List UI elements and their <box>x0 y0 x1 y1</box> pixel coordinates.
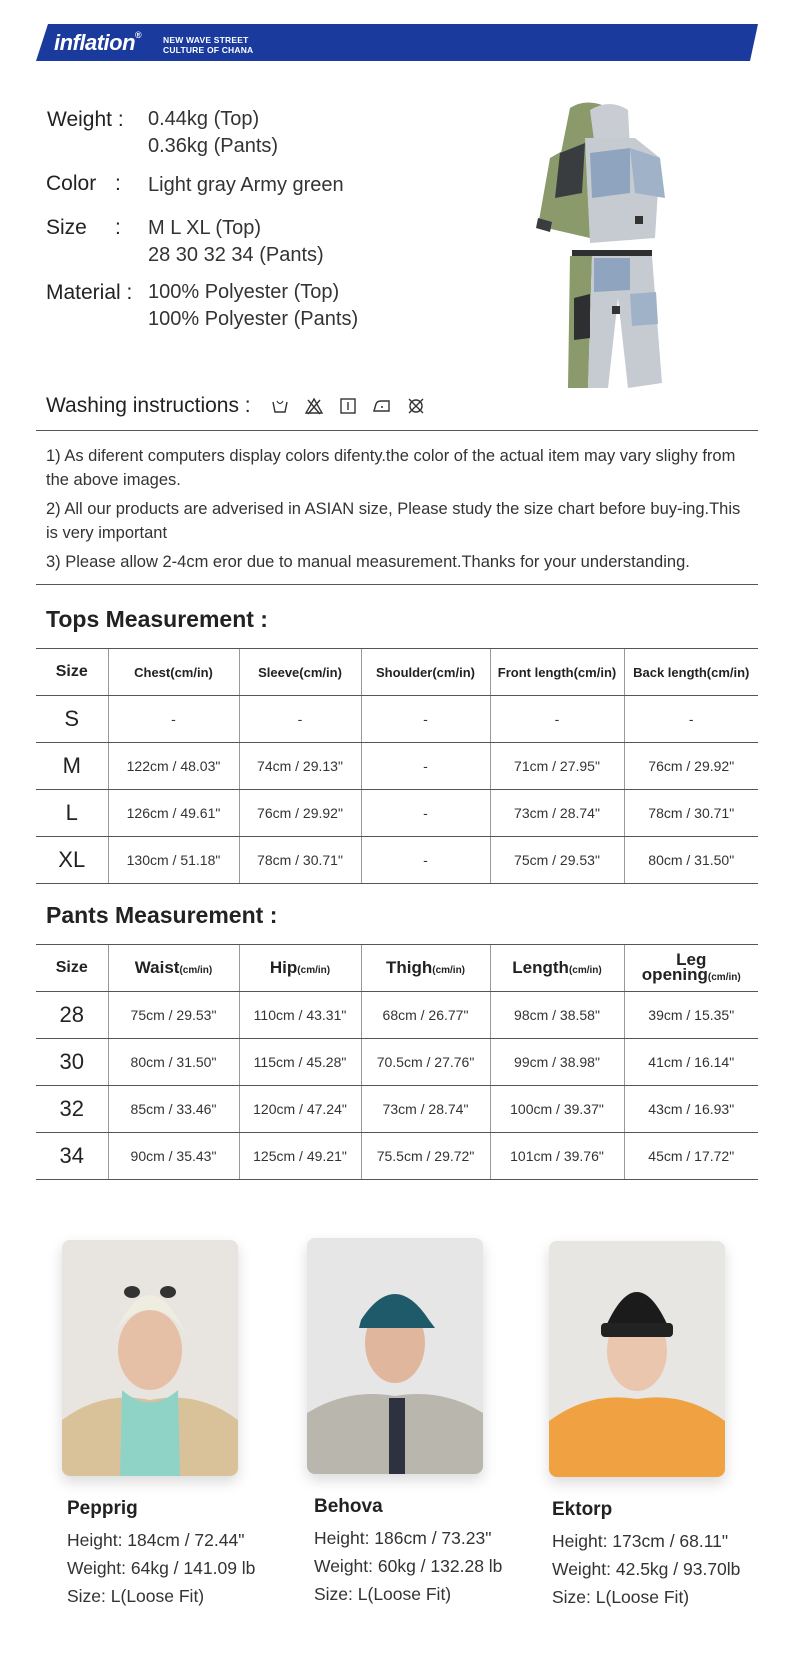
model-height: Height: 184cm / 72.44" <box>67 1530 245 1550</box>
model-name: Pepprig <box>67 1498 138 1519</box>
pants-table <box>36 944 758 1180</box>
col-header: Length(cm/in) <box>490 945 624 992</box>
note-1: 1) As diferent computers display colors difenty.the color of the actual item may vary slighy from the above images. <box>46 447 736 489</box>
color-value: Light gray Army green <box>148 174 344 196</box>
size-cell: 34 <box>36 1133 108 1180</box>
table-cell: 45cm / 17.72" <box>624 1133 758 1180</box>
model-photo-pepprig <box>62 1240 238 1476</box>
table-header-row <box>36 945 758 992</box>
weight-value: 0.44kg (Top) 0.36kg (Pants) <box>148 108 279 157</box>
table-cell: 110cm / 43.31" <box>239 992 361 1039</box>
col-header: Waist(cm/in) <box>108 945 239 992</box>
table-cell: - <box>239 696 361 743</box>
divider-bottom <box>36 584 758 585</box>
brand-logo: inflation® <box>54 30 142 55</box>
table-cell: 39cm / 15.35" <box>624 992 758 1039</box>
do-not-dry-clean-icon <box>406 396 426 416</box>
pants-title: Pants Measurement : <box>46 902 278 928</box>
model-name: Behova <box>314 1496 383 1517</box>
table-cell: 80cm / 31.50" <box>108 1039 239 1086</box>
model-weight: Weight: 60kg / 132.28 lb <box>314 1556 503 1576</box>
col-header: Back length(cm/in) <box>624 649 758 696</box>
table-cell: 73cm / 28.74" <box>361 1086 490 1133</box>
tops-table <box>36 648 758 884</box>
note-2: 2) All our products are adverised in ASIAN size, Please study the size chart before buy-ing.This is very important <box>46 500 741 542</box>
size-cell: 30 <box>36 1039 108 1086</box>
color-label: Color <box>46 172 97 195</box>
table-cell: 71cm / 27.95" <box>490 743 624 790</box>
table-cell: 76cm / 29.92" <box>239 790 361 837</box>
size-cell: M <box>36 743 108 790</box>
table-cell: 90cm / 35.43" <box>108 1133 239 1180</box>
col-header: Front length(cm/in) <box>490 649 624 696</box>
table-cell: 74cm / 29.13" <box>239 743 361 790</box>
model-weight: Weight: 42.5kg / 93.70lb <box>552 1559 741 1579</box>
table-cell: 76cm / 29.92" <box>624 743 758 790</box>
col-header: Shoulder(cm/in) <box>361 649 490 696</box>
hand-wash-icon <box>270 396 290 416</box>
table-cell: 75.5cm / 29.72" <box>361 1133 490 1180</box>
table-cell: 122cm / 48.03" <box>108 743 239 790</box>
tumble-dry-icon <box>338 396 358 416</box>
model-weight: Weight: 64kg / 141.09 lb <box>67 1558 256 1578</box>
table-cell: - <box>108 696 239 743</box>
table-cell: - <box>361 696 490 743</box>
table-row <box>36 790 758 837</box>
table-cell: 99cm / 38.98" <box>490 1039 624 1086</box>
model-height: Height: 186cm / 73.23" <box>314 1528 492 1548</box>
table-cell: 78cm / 30.71" <box>239 837 361 884</box>
table-cell: 70.5cm / 27.76" <box>361 1039 490 1086</box>
table-row <box>36 1039 758 1086</box>
col-header: Leg opening(cm/in) <box>624 945 758 992</box>
table-cell: 98cm / 38.58" <box>490 992 624 1039</box>
col-header: Hip(cm/in) <box>239 945 361 992</box>
washing-title: Washing instructions : <box>46 394 251 417</box>
color-colon: : <box>115 172 121 195</box>
size-value: M L XL (Top) 28 30 32 34 (Pants) <box>148 217 324 266</box>
table-cell: 80cm / 31.50" <box>624 837 758 884</box>
table-header-row <box>36 649 758 696</box>
size-cell: L <box>36 790 108 837</box>
iron-icon <box>372 396 392 416</box>
model-height: Height: 173cm / 68.11" <box>552 1531 729 1551</box>
table-cell: 78cm / 30.71" <box>624 790 758 837</box>
table-row <box>36 1133 758 1180</box>
weight-label: Weight : <box>47 108 124 131</box>
col-header: Chest(cm/in) <box>108 649 239 696</box>
product-image <box>530 98 690 408</box>
model-size: Size: L(Loose Fit) <box>552 1587 690 1607</box>
table-cell: 43cm / 16.93" <box>624 1086 758 1133</box>
size-cell: XL <box>36 837 108 884</box>
model-size: Size: L(Loose Fit) <box>314 1584 452 1604</box>
brand-tagline: NEW WAVE STREET CULTURE OF CHANA <box>163 35 254 55</box>
table-cell: - <box>624 696 758 743</box>
size-cell: 32 <box>36 1086 108 1133</box>
model-size: Size: L(Loose Fit) <box>67 1586 205 1606</box>
brand-banner <box>36 24 758 61</box>
table-cell: 85cm / 33.46" <box>108 1086 239 1133</box>
table-row <box>36 743 758 790</box>
table-cell: 73cm / 28.74" <box>490 790 624 837</box>
table-cell: - <box>361 790 490 837</box>
notes <box>46 444 746 579</box>
material-value: 100% Polyester (Top) 100% Polyester (Pants) <box>148 281 359 330</box>
table-cell: 75cm / 29.53" <box>108 992 239 1039</box>
table-row <box>36 837 758 884</box>
size-cell: 28 <box>36 992 108 1039</box>
table-cell: 68cm / 26.77" <box>361 992 490 1039</box>
table-cell: 120cm / 47.24" <box>239 1086 361 1133</box>
table-cell: 41cm / 16.14" <box>624 1039 758 1086</box>
table-cell: 75cm / 29.53" <box>490 837 624 884</box>
washing-icons <box>270 396 426 416</box>
col-header: Thigh(cm/in) <box>361 945 490 992</box>
table-row <box>36 992 758 1039</box>
size-label: Size <box>46 216 87 239</box>
table-cell: 130cm / 51.18" <box>108 837 239 884</box>
model-photo-behova <box>307 1238 483 1474</box>
table-cell: 126cm / 49.61" <box>108 790 239 837</box>
table-cell: - <box>361 837 490 884</box>
model-photo-ektorp <box>549 1241 725 1477</box>
table-row <box>36 1086 758 1133</box>
table-cell: 100cm / 39.37" <box>490 1086 624 1133</box>
col-header: Size <box>36 649 108 696</box>
table-cell: 125cm / 49.21" <box>239 1133 361 1180</box>
note-3: 3) Please allow 2-4cm eror due to manual measurement.Thanks for your understanding. <box>46 553 690 571</box>
table-row <box>36 696 758 743</box>
table-cell: - <box>361 743 490 790</box>
col-header: Sleeve(cm/in) <box>239 649 361 696</box>
table-cell: 101cm / 39.76" <box>490 1133 624 1180</box>
do-not-bleach-icon <box>304 396 324 416</box>
table-cell: 115cm / 45.28" <box>239 1039 361 1086</box>
model-name: Ektorp <box>552 1499 613 1520</box>
table-cell: - <box>490 696 624 743</box>
material-label: Material : <box>46 281 133 304</box>
size-colon: : <box>115 216 121 239</box>
tops-title: Tops Measurement : <box>46 606 268 632</box>
size-cell: S <box>36 696 108 743</box>
divider-top <box>36 430 758 431</box>
col-header: Size <box>36 945 108 992</box>
